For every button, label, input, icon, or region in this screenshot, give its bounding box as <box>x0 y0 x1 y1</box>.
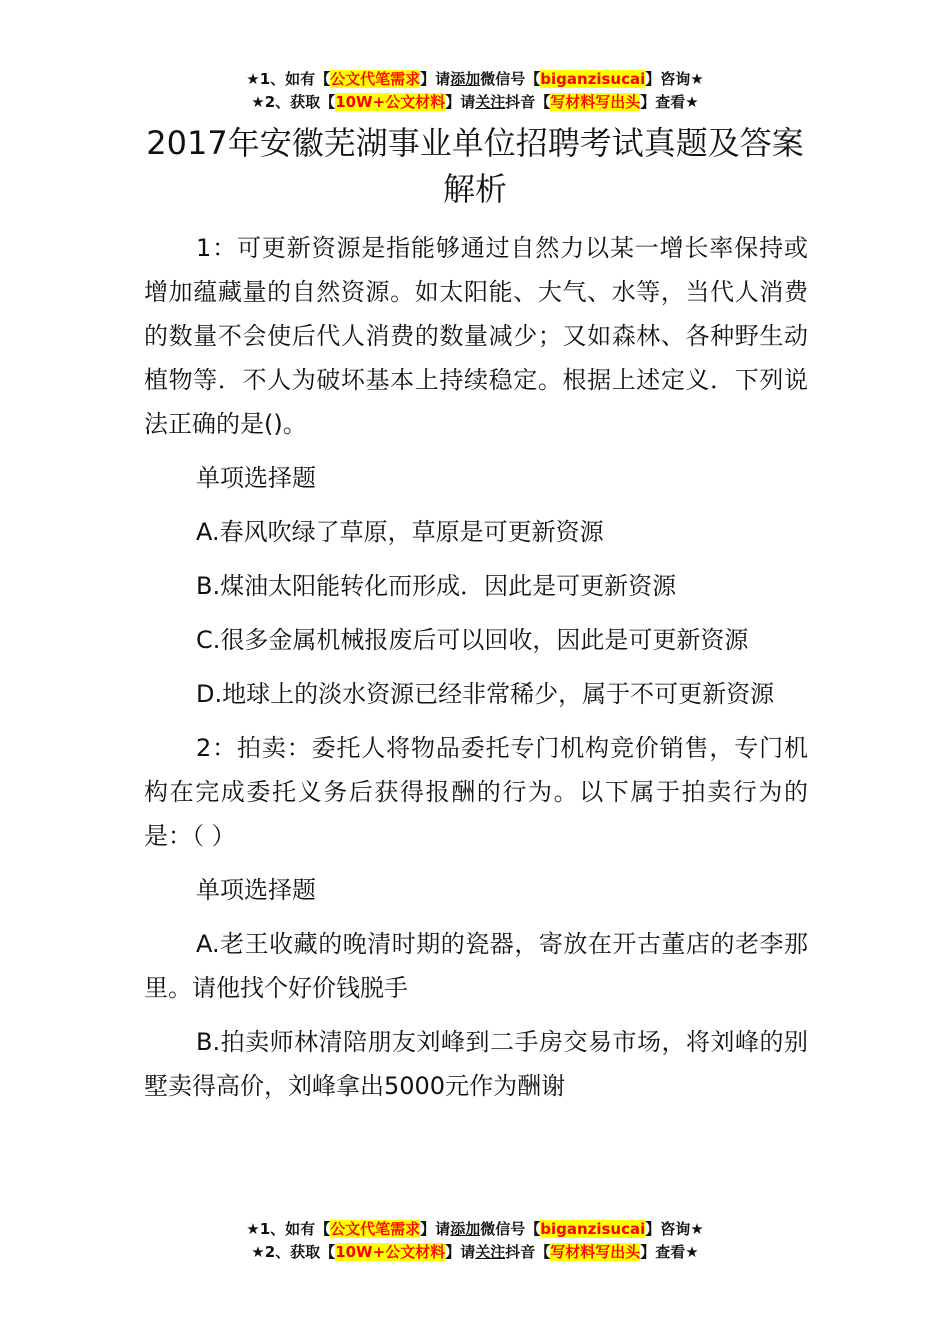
footer-banner <box>0 1218 950 1264</box>
banner-text: 微信号【 <box>480 1220 541 1238</box>
question-1-option-c: C.很多金属机械报废后可以回收，因此是可更新资源 <box>196 626 749 654</box>
question-2-stem: 2：拍卖：委托人将物品委托专门机构竞价销售，专门机构在完成委托义务后获得报酬的行为。以下属于拍卖行为的是：（ ） <box>144 734 808 850</box>
banner-text: 】请 <box>445 1243 476 1261</box>
banner-text: 】请 <box>420 1220 451 1238</box>
question-2-option-b: B.拍卖师林清陪朋友刘峰到二手房交易市场，将刘峰的别墅卖得高价，刘峰拿出5000元作为酬谢 <box>144 1028 808 1100</box>
question-1-option-d: D.地球上的淡水资源已经非常稀少，属于不可更新资源 <box>196 680 775 708</box>
highlight-service: 公文代笔需求 <box>330 70 421 88</box>
underlined-text: 关注 <box>475 93 506 111</box>
highlight-wechat-id: biganzisucai <box>540 70 646 88</box>
underlined-text: 添加 <box>450 1220 481 1238</box>
question-1-option-a: A.春风吹绿了草原，草原是可更新资源 <box>196 518 604 546</box>
highlight-douyin-id: 写材料写出头 <box>550 93 641 111</box>
banner-text: 】查看★ <box>640 1243 699 1261</box>
question-1-stem: 1：可更新资源是指能够通过自然力以某一增长率保持或增加蕴藏量的自然资源。如太阳能、大气、水等，当代人消费的数量不会使后代人消费的数量减少；又如森林、各种野生动植物等．不人为破坏基本上持续稳定。根据上述定义．下列说法正确的是()。 <box>144 234 808 438</box>
highlight-douyin-id: 写材料写出头 <box>550 1243 641 1261</box>
banner-text: 微信号【 <box>480 70 541 88</box>
banner-line-1 <box>0 1218 950 1241</box>
page-title: 2017年安徽芜湖事业单位招聘考试真题及答案解析 <box>146 124 804 208</box>
question-1-type: 单项选择题 <box>196 464 316 492</box>
banner-text: 】请 <box>420 70 451 88</box>
underlined-text: 添加 <box>450 70 481 88</box>
question-2-option-a: A.老王收藏的晚清时期的瓷器，寄放在开古董店的老李那里。请他找个好价钱脱手 <box>144 930 808 1002</box>
banner-text: 】查看★ <box>640 93 699 111</box>
highlight-service: 公文代笔需求 <box>330 1220 421 1238</box>
banner-line-2 <box>0 91 950 114</box>
highlight-materials: 10W+公文材料 <box>335 93 446 111</box>
banner-text: 抖音【 <box>505 1243 551 1261</box>
highlight-materials: 10W+公文材料 <box>335 1243 446 1261</box>
banner-line-1 <box>0 68 950 91</box>
question-2-type: 单项选择题 <box>196 876 316 904</box>
banner-text: ★1、如有【 <box>246 70 331 88</box>
banner-text: 抖音【 <box>505 93 551 111</box>
underlined-text: 关注 <box>475 1243 506 1261</box>
banner-text: 】请 <box>445 93 476 111</box>
document-body <box>144 226 808 1118</box>
banner-text: ★2、获取【 <box>251 93 336 111</box>
question-1-option-b: B.煤油太阳能转化而形成．因此是可更新资源 <box>196 572 677 600</box>
banner-line-2 <box>0 1241 950 1264</box>
highlight-wechat-id: biganzisucai <box>540 1220 646 1238</box>
banner-text: ★2、获取【 <box>251 1243 336 1261</box>
header-banner <box>0 68 950 114</box>
banner-text: 】咨询★ <box>645 70 704 88</box>
banner-text: ★1、如有【 <box>246 1220 331 1238</box>
banner-text: 】咨询★ <box>645 1220 704 1238</box>
